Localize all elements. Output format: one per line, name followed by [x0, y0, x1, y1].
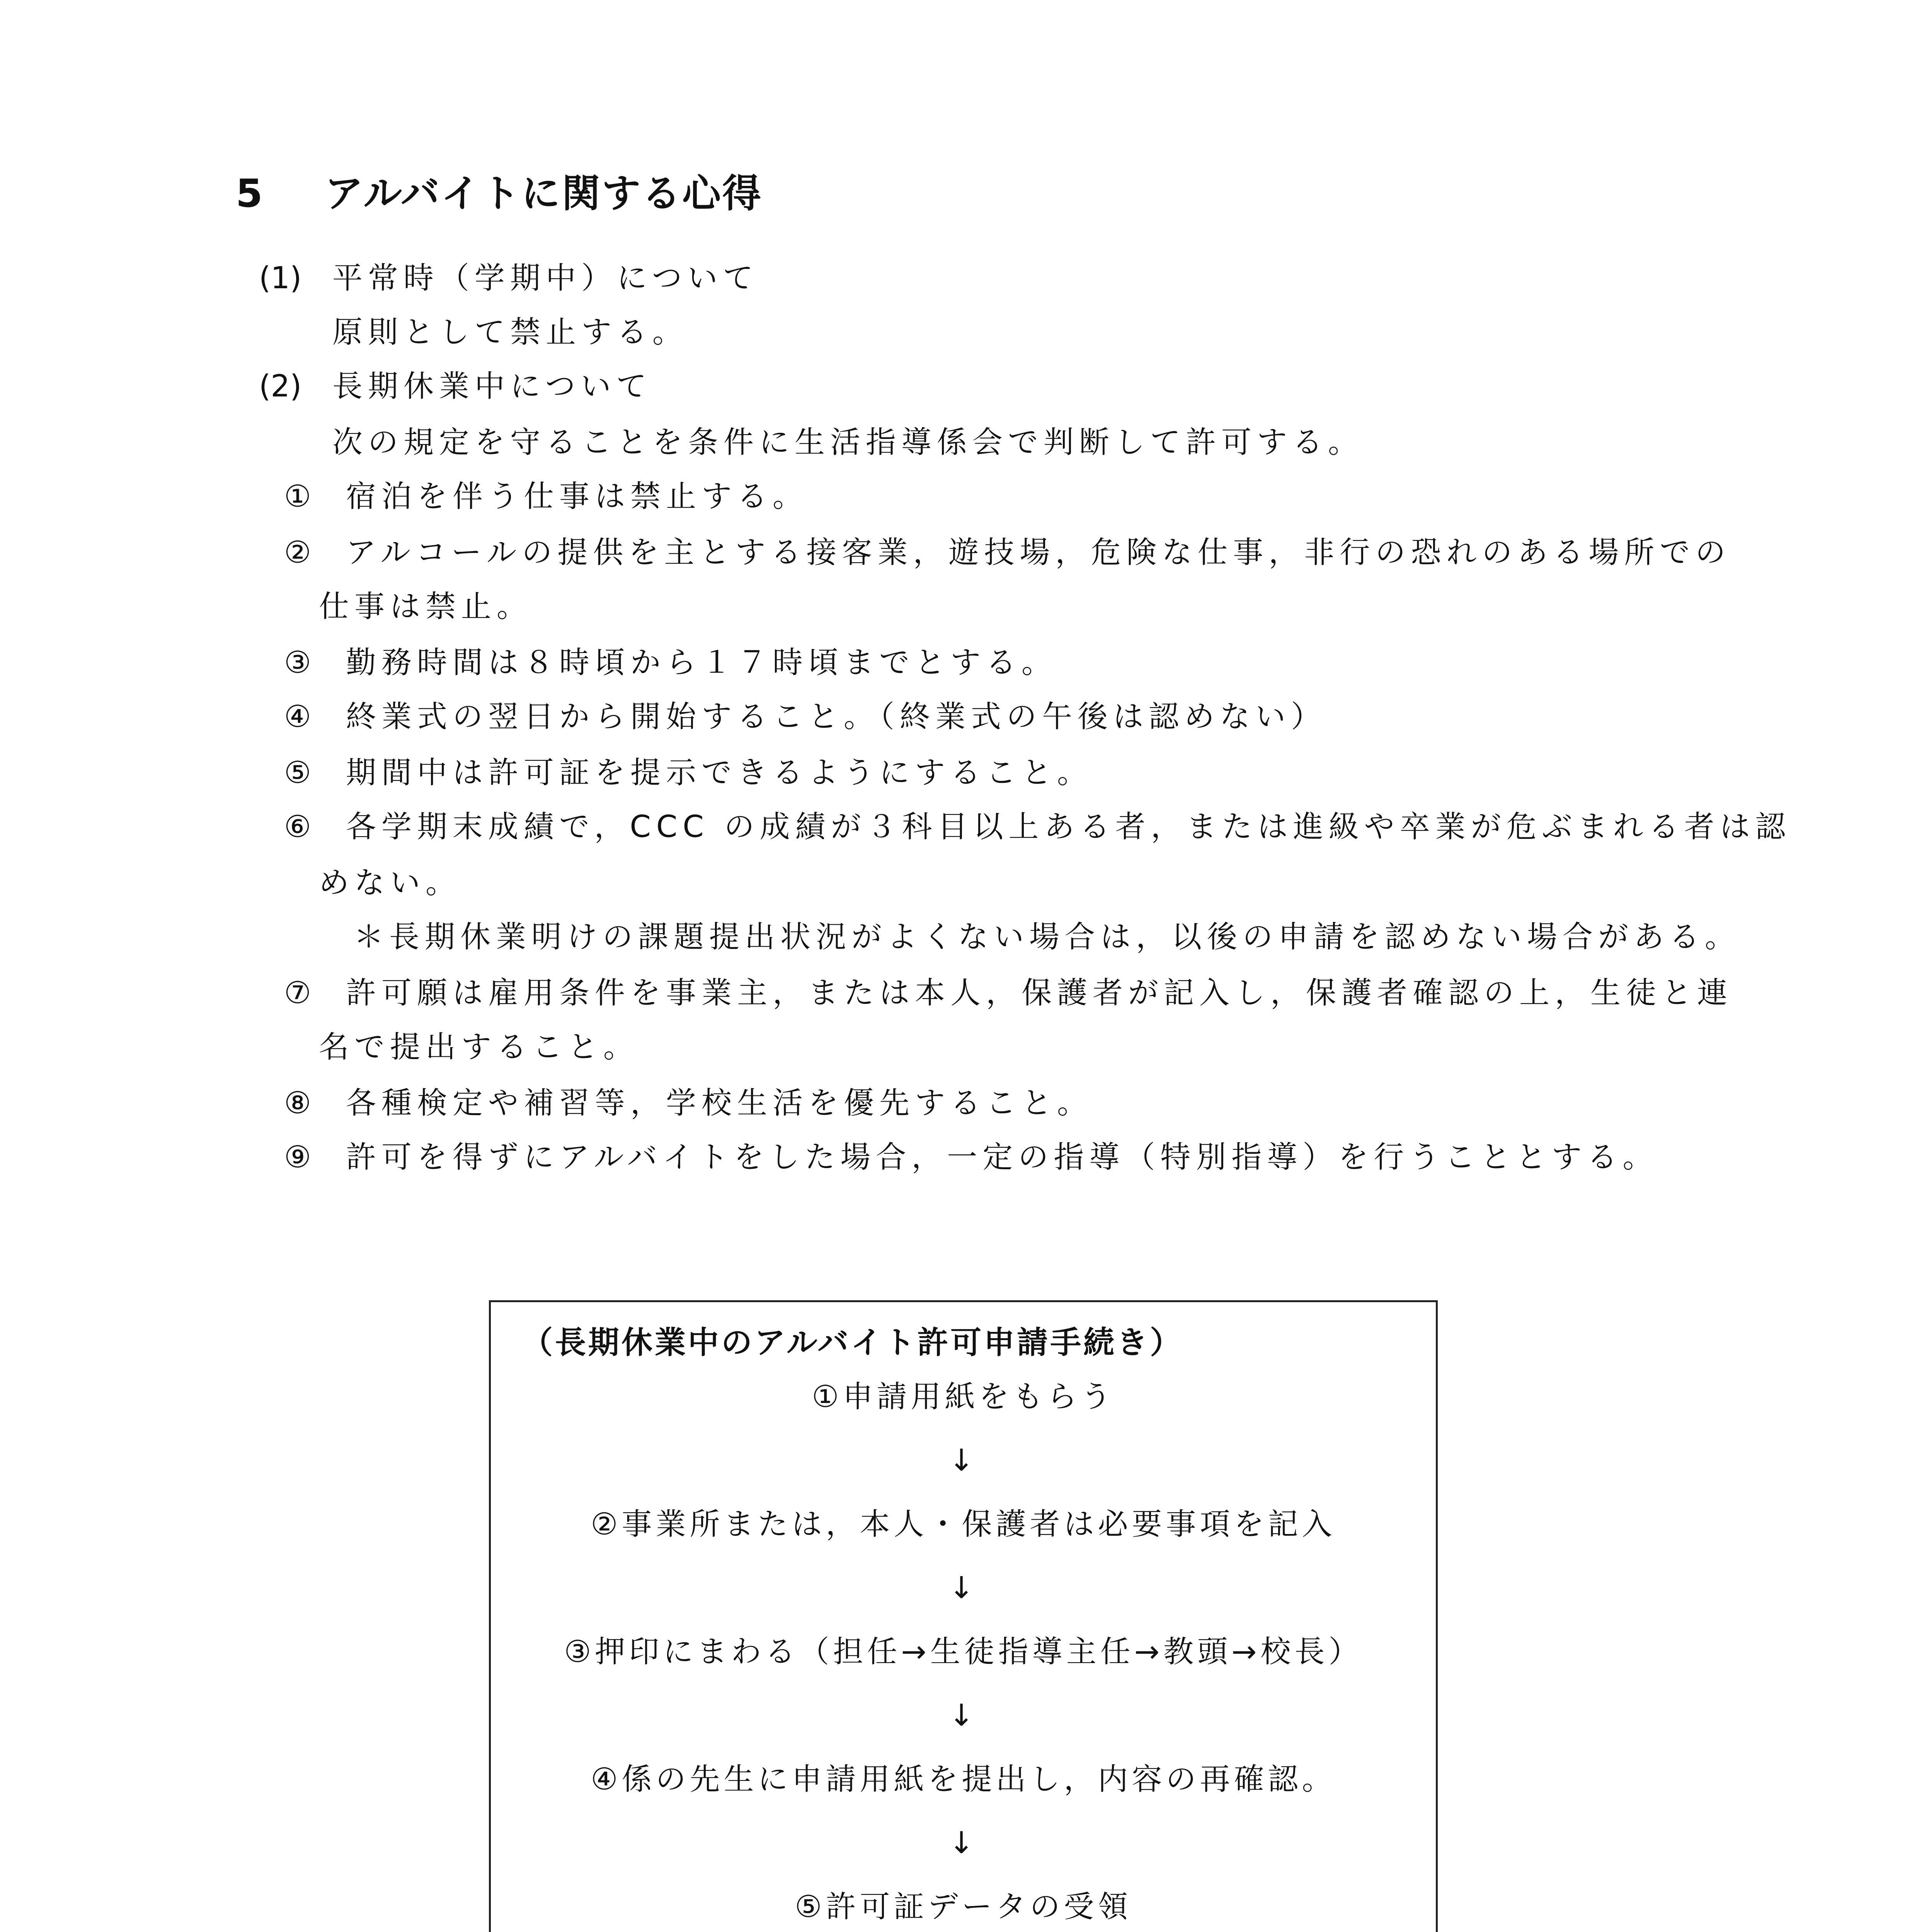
rule-9: ⑨ 許可を得ずにアルバイトをした場合，一定の指導（特別指導）を行うこととする。 — [284, 1140, 1658, 1175]
rule-5: ⑤ 期間中は許可証を提示できるようにすること。 — [284, 755, 1093, 790]
procedure-step-4: ④係の先生に申請用紙を提出し，内容の再確認。 — [591, 1762, 1336, 1797]
subsection-2-label: (2) — [259, 369, 302, 404]
rule-3: ③ 勤務時間は８時頃から１７時頃までとする。 — [284, 645, 1057, 680]
rule-2: ② アルコールの提供を主とする接客業，遊技場，危険な仕事，非行の恐れのある場所での — [284, 535, 1731, 570]
procedure-step-5: ⑤許可証データの受領 — [795, 1889, 1132, 1924]
subsection-2-heading — [259, 367, 652, 406]
procedure-step-1: ①申請用紙をもらう — [812, 1379, 1115, 1414]
subsection-1-body: 原則として禁止する。 — [332, 315, 688, 350]
section-title: アルバイトに関する心得 — [325, 171, 763, 216]
subsection-2-title: 長期休業中について — [332, 369, 652, 404]
subsection-1-label: (1) — [259, 261, 302, 296]
subsection-2-body: 次の規定を守ることを条件に生活指導係会で判断して許可する。 — [332, 425, 1364, 460]
rule-2-continued: 仕事は禁止。 — [319, 589, 533, 624]
rule-note: ＊長期休業明けの課題提出状況がよくない場合は，以後の申請を認めない場合がある。 — [354, 920, 1741, 954]
rule-7: ⑦ 許可願は雇用条件を事業主，または本人，保護者が記入し，保護者確認の上，生徒と連 — [284, 976, 1733, 1010]
section-number: 5 — [236, 171, 264, 216]
rule-1: ① 宿泊を伴う仕事は禁止する。 — [284, 479, 809, 514]
subsection-1-heading — [259, 259, 758, 298]
rule-7-continued: 名で提出すること。 — [319, 1030, 639, 1065]
down-arrow-icon: ↓ — [948, 1826, 978, 1861]
rule-6-continued: めない。 — [319, 866, 461, 900]
subsection-1-title: 平常時（学期中）について — [332, 261, 759, 296]
procedure-title: （長期休業中のアルバイト許可申請手続き） — [522, 1325, 1183, 1361]
down-arrow-icon: ↓ — [948, 1698, 978, 1733]
down-arrow-icon: ↓ — [948, 1571, 978, 1605]
section-heading — [236, 162, 763, 218]
procedure-step-3: ③押印にまわる（担任→生徒指導主任→教頭→校長） — [564, 1634, 1363, 1669]
rule-6: ⑥ 各学期末成績で，CCC の成績が３科目以上ある者，または進級や卒業が危ぶまれる者は認 — [284, 810, 1791, 844]
rule-4: ④ 終業式の翌日から開始すること。（終業式の午後は認めない） — [284, 699, 1327, 734]
down-arrow-icon: ↓ — [948, 1443, 978, 1478]
procedure-step-2: ②事業所または，本人・保護者は必要事項を記入 — [591, 1507, 1336, 1542]
procedure-box — [489, 1300, 1438, 1932]
rule-8: ⑧ 各種検定や補習等，学校生活を優先すること。 — [284, 1086, 1093, 1121]
